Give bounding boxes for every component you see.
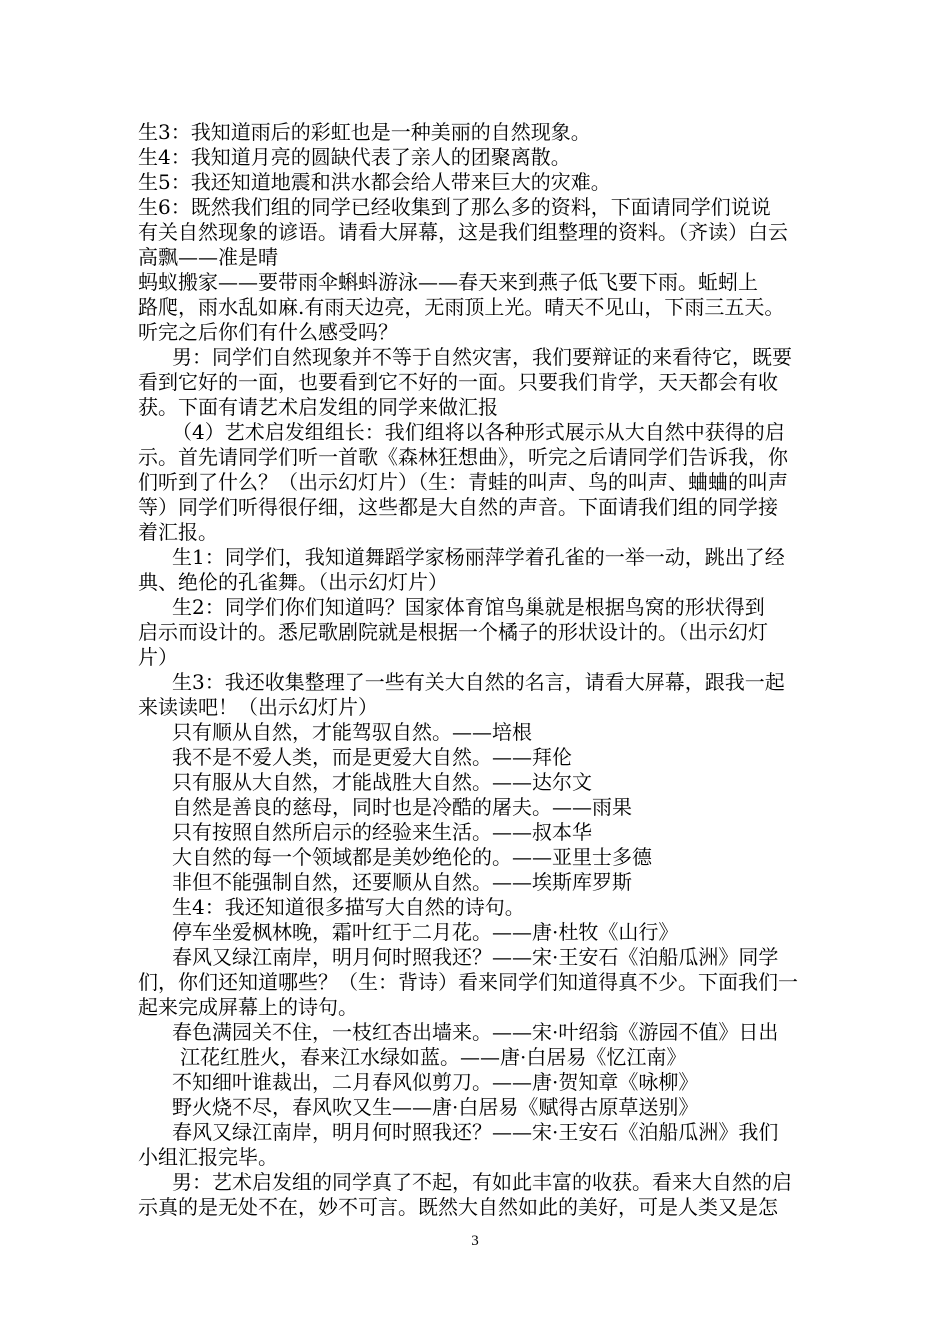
text-line: 示。首先请同学们听一首歌《森林狂想曲》，听完之后请同学们告诉我，你: [138, 445, 788, 469]
text-line: 生1：同学们，我知道舞蹈学家杨丽萍学着孔雀的一举一动，跳出了经: [172, 545, 785, 569]
text-line: 小组汇报完毕。: [138, 1145, 278, 1169]
text-line: 江花红胜火，春来江水绿如蓝。——唐·白居易《忆江南》: [180, 1045, 687, 1069]
text-line: 路爬，雨水乱如麻.有雨天边亮，无雨顶上光。晴天不见山，下雨三五天。: [138, 295, 785, 319]
text-line: 春风又绿江南岸，明月何时照我还？——宋·王安石《泊船瓜洲》同学: [172, 945, 779, 969]
text-line: 生4：我还知道很多描写大自然的诗句。: [172, 895, 525, 919]
text-line: 只有服从大自然，才能战胜大自然。——达尔文: [172, 770, 592, 794]
text-line: 生2：同学们你们知道吗？国家体育馆鸟巢就是根据鸟窝的形状得到: [172, 595, 765, 619]
text-line: 着汇报。: [138, 520, 218, 544]
document-body: [138, 120, 838, 1220]
text-line: 只有顺从自然，才能驾驭自然。——培根: [172, 720, 532, 744]
text-line: 启示而设计的。悉尼歌剧院就是根据一个橘子的形状设计的。（出示幻灯: [138, 620, 768, 644]
text-line: 示真的是无处不在，妙不可言。既然大自然如此的美好，可是人类又是怎: [138, 1195, 778, 1219]
text-line: 我不是不爱人类，而是更爱大自然。——拜伦: [172, 745, 572, 769]
text-line: 获。下面有请艺术启发组的同学来做汇报: [138, 395, 498, 419]
text-line: 生5：我还知道地震和洪水都会给人带来巨大的灾难。: [138, 170, 611, 194]
text-line: 野火烧不尽，春风吹又生——唐·白居易《赋得古原草送别》: [172, 1095, 699, 1119]
text-line: 大自然的每一个领域都是美妙绝伦的。——亚里士多德: [172, 845, 652, 869]
text-line: 自然是善良的慈母，同时也是冷酷的屠夫。——雨果: [172, 795, 632, 819]
text-line: 只有按照自然所启示的经验来生活。——叔本华: [172, 820, 592, 844]
page-number: 3: [471, 1233, 479, 1249]
text-line: 们，你们还知道哪些？（生：背诗）看来同学们知道得真不少。下面我们一: [138, 970, 798, 994]
text-line: （4）艺术启发组组长：我们组将以各种形式展示从大自然中获得的启: [172, 420, 785, 444]
text-line: 有关自然现象的谚语。请看大屏幕，这是我们组整理的资料。（齐读）白云: [138, 220, 788, 244]
text-line: 生6：既然我们组的同学已经收集到了那么多的资料，下面请同学们说说: [138, 195, 771, 219]
text-line: 春风又绿江南岸，明月何时照我还？——宋·王安石《泊船瓜洲》我们: [172, 1120, 779, 1144]
text-line: 起来完成屏幕上的诗句。: [138, 995, 358, 1019]
text-line: 们听到了什么？（出示幻灯片）（生：青蛙的叫声、鸟的叫声、蛐蛐的叫声: [138, 470, 788, 494]
text-line: 生4：我知道月亮的圆缺代表了亲人的团聚离散。: [138, 145, 571, 169]
text-line: 非但不能强制自然，还要顺从自然。——埃斯库罗斯: [172, 870, 632, 894]
text-line: 生3：我知道雨后的彩虹也是一种美丽的自然现象。: [138, 120, 591, 144]
text-line: 蚂蚁搬家——要带雨伞蝌蚪游泳——春天来到燕子低飞要下雨。蚯蚓上: [138, 270, 758, 294]
text-line: 生3：我还收集整理了一些有关大自然的名言，请看大屏幕，跟我一起: [172, 670, 785, 694]
text-line: 来读读吧！（出示幻灯片）: [138, 695, 378, 719]
text-line: 听完之后你们有什么感受吗？: [138, 320, 398, 344]
text-line: 停车坐爱枫林晚，霜叶红于二月花。——唐·杜牧《山行》: [172, 920, 679, 944]
text-line: 男：艺术启发组的同学真了不起，有如此丰富的收获。看来大自然的启: [172, 1170, 792, 1194]
text-line: 高飘——准是晴: [138, 245, 278, 269]
text-line: 男：同学们自然现象并不等于自然灾害，我们要辩证的来看待它，既要: [172, 345, 792, 369]
text-line: 春色满园关不住，一枝红杏出墙来。——宋·叶绍翁《游园不值》日出: [172, 1020, 779, 1044]
text-line: 看到它好的一面，也要看到它不好的一面。只要我们肯学，天天都会有收: [138, 370, 778, 394]
text-line: 片）: [138, 645, 178, 669]
text-line: 典、绝伦的孔雀舞。（出示幻灯片）: [138, 570, 448, 594]
text-line: 等）同学们听得很仔细，这些都是大自然的声音。下面请我们组的同学接: [138, 495, 778, 519]
text-line: 不知细叶谁裁出，二月春风似剪刀。——唐·贺知章《咏柳》: [172, 1070, 699, 1094]
